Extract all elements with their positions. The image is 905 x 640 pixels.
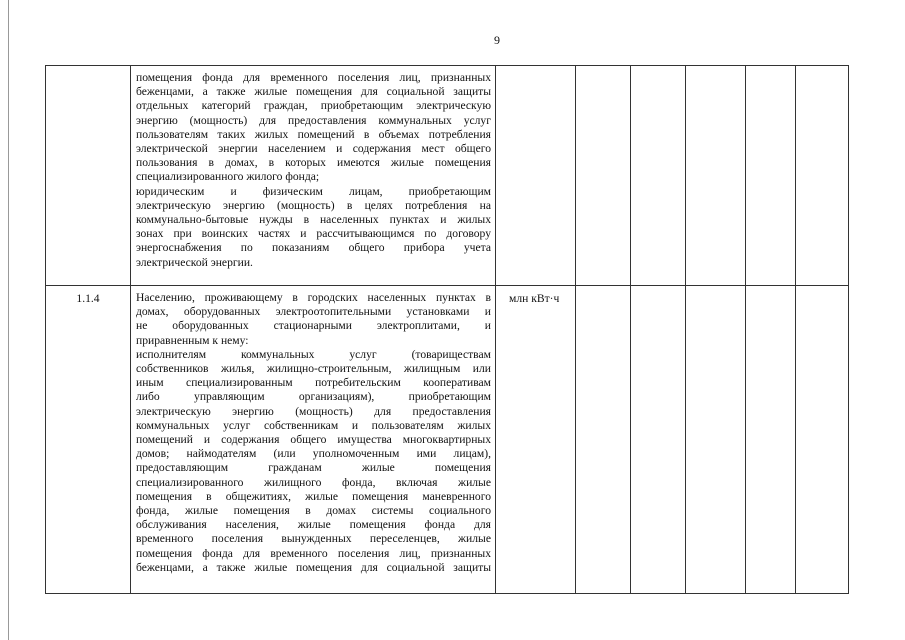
text-line: пользователям таких жилых помещений в объемах потребления xyxy=(136,127,491,141)
text-line: предоставляющим гражданам жилые помещения xyxy=(136,461,491,475)
text-line: энергию (мощность) для предоставления коммунальных услуг xyxy=(136,113,491,127)
value-cell xyxy=(796,286,849,594)
text-line: коммунально-бытовые нужды в населенных пунктах и жилых xyxy=(136,213,491,227)
text-line: коммунальных услуг собственникам и пользователям жилых xyxy=(136,418,491,432)
text-line: зонах при воинских частях и рассчитывающимся по договору xyxy=(136,227,491,241)
text-line: электрическую энергию (мощность) для предоставления xyxy=(136,404,491,418)
table-row xyxy=(46,286,849,594)
value-cell xyxy=(746,66,796,286)
text-line: временного поселения вынужденных переселенцев, жилые xyxy=(136,532,491,546)
row-description xyxy=(131,66,496,286)
text-line: иным специализированным потребительским кооперативам xyxy=(136,376,491,390)
row-unit xyxy=(496,66,576,286)
value-cell xyxy=(746,286,796,594)
page-number: 9 xyxy=(494,33,500,47)
text-line: помещений и содержания общего имущества многоквартирных xyxy=(136,433,491,447)
tariff-table xyxy=(45,65,849,594)
text-line: собственников жилья, жилищно-строительным, жилищным или xyxy=(136,362,491,376)
row-unit: млн кВт·ч xyxy=(496,286,576,594)
text-line: исполнителям коммунальных услуг (товариществам xyxy=(136,347,491,361)
text-line: помещения фонда для временного поселения лиц, признанных xyxy=(136,71,491,84)
value-cell xyxy=(686,286,746,594)
text-line: Населению, проживающему в городских населенных пунктах в xyxy=(136,291,491,304)
text-line: либо управляющим организациям), приобретающим xyxy=(136,390,491,404)
text-line: пользования в домах, в которых имеются жилые помещения xyxy=(136,156,491,170)
row-number: 1.1.4 xyxy=(46,286,131,594)
value-cell xyxy=(631,66,686,286)
text-line: энергоснабжения по показаниям общего прибора учета xyxy=(136,241,491,255)
text-line: отдельных категорий граждан, приобретающим электрическую xyxy=(136,99,491,113)
row-description xyxy=(131,286,496,594)
text-line: домах, оборудованных электроотопительными установками и xyxy=(136,305,491,319)
text-line: фонда, жилые помещения в домах системы социального xyxy=(136,504,491,518)
value-cell xyxy=(576,286,631,594)
value-cell xyxy=(631,286,686,594)
text-line: специализированного жилищного фонда, включая жилые xyxy=(136,475,491,489)
text-line: не оборудованных стационарными электроплитами, и xyxy=(136,319,491,333)
text-line: домов; наймодателям (или уполномоченным ими лицам), xyxy=(136,447,491,461)
row-number xyxy=(46,66,131,286)
table-row xyxy=(46,66,849,286)
text-line: приравненным к нему: xyxy=(136,333,249,347)
text-line: электрической энергии. xyxy=(136,255,253,269)
text-line: электрическую энергию (мощность) в целях потребления на xyxy=(136,198,491,212)
value-cell xyxy=(796,66,849,286)
text-line: электрической энергии населением и содержания мест общего xyxy=(136,142,491,156)
text-line: помещения фонда для временного поселения лиц, признанных xyxy=(136,546,491,560)
value-cell xyxy=(686,66,746,286)
text-line: специализированного жилого фонда; xyxy=(136,170,320,184)
scan-edge-line xyxy=(8,0,9,640)
text-line: беженцами, а также жилые помещения для социальной защиты xyxy=(136,85,491,99)
text-line: помещения в общежитиях, жилые помещения маневренного xyxy=(136,489,491,503)
text-line: обслуживания населения, жилые помещения фонда для xyxy=(136,518,491,532)
text-line: беженцами, а также жилые помещения для социальной защиты xyxy=(136,560,491,574)
value-cell xyxy=(576,66,631,286)
text-line: юридическим и физическим лицам, приобретающим xyxy=(136,184,491,198)
